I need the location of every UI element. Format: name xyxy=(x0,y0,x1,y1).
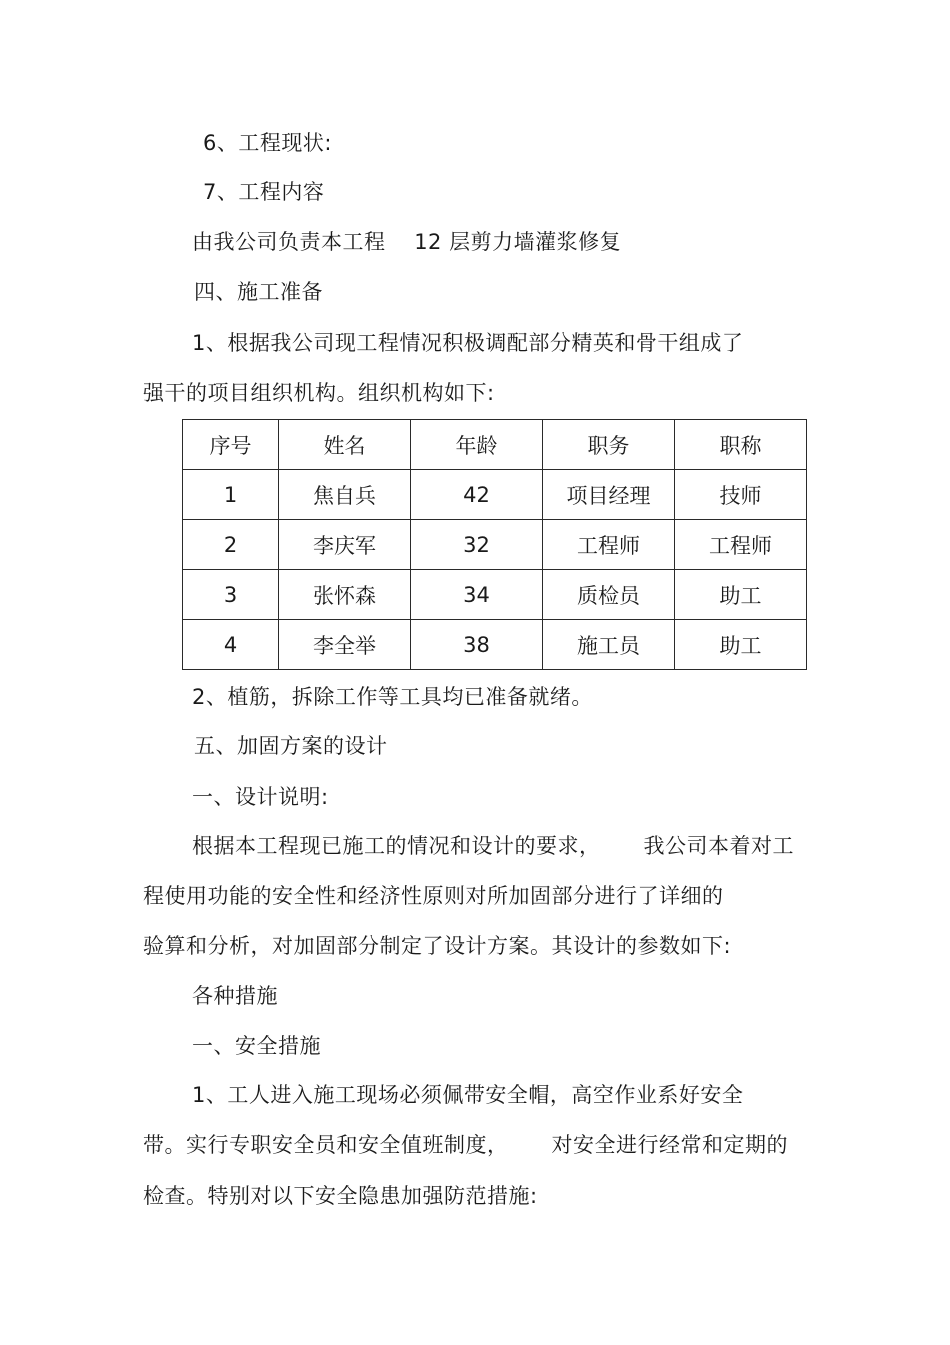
item-6-status: 6、工程现状: xyxy=(203,131,332,155)
prep-paragraph-line1: 1、根据我公司现工程情况积极调配部分精英和骨干组成了 xyxy=(192,331,744,355)
tools-ready-paragraph: 2、植筋，拆除工作等工具均已准备就绪。 xyxy=(192,685,593,709)
design-paragraph-line3: 验算和分析，对加固部分制定了设计方案。其设计的参数如下: xyxy=(143,934,732,958)
table-cell: 32 xyxy=(411,520,543,570)
table-cell: 工程师 xyxy=(675,520,807,570)
section-heading-4: 四、施工准备 xyxy=(194,280,323,304)
table-row xyxy=(183,570,807,620)
design-paragraph-line2: 程使用功能的安全性和经济性原则对所加固部分进行了详细的 xyxy=(143,884,724,908)
table-row xyxy=(183,520,807,570)
safety-paragraph-line1: 1、工人进入施工现场必须佩带安全帽，高空作业系好安全 xyxy=(192,1083,744,1107)
measures-heading: 各种措施 xyxy=(192,984,278,1008)
table-cell: 2 xyxy=(183,520,279,570)
table-row xyxy=(183,470,807,520)
table-cell: 项目经理 xyxy=(543,470,675,520)
table-cell: 施工员 xyxy=(543,620,675,670)
safety-paragraph-line2: 带。实行专职安全员和安全值班制度， 对安全进行经常和定期的 xyxy=(143,1133,789,1157)
header-cell-name: 姓名 xyxy=(279,420,411,470)
item-7-content: 7、工程内容 xyxy=(203,180,325,204)
section-heading-5: 五、加固方案的设计 xyxy=(194,734,388,758)
table-cell: 工程师 xyxy=(543,520,675,570)
table-cell: 质检员 xyxy=(543,570,675,620)
table-cell: 42 xyxy=(411,470,543,520)
safety-paragraph-line3: 检查。特别对以下安全隐患加强防范措施: xyxy=(143,1184,538,1208)
design-notes-heading: 一、设计说明: xyxy=(192,785,329,809)
table-cell: 张怀森 xyxy=(279,570,411,620)
table-cell: 技师 xyxy=(675,470,807,520)
safety-heading: 一、安全措施 xyxy=(192,1034,321,1058)
table-cell: 3 xyxy=(183,570,279,620)
header-cell-position: 职务 xyxy=(543,420,675,470)
table-cell: 38 xyxy=(411,620,543,670)
table-header-row xyxy=(183,420,807,470)
header-cell-index: 序号 xyxy=(183,420,279,470)
header-cell-age: 年龄 xyxy=(411,420,543,470)
table-row xyxy=(183,620,807,670)
design-paragraph-line1: 根据本工程现已施工的情况和设计的要求， 我公司本着对工 xyxy=(192,834,795,858)
table-cell: 助工 xyxy=(675,620,807,670)
table-cell: 李庆军 xyxy=(279,520,411,570)
table-cell: 助工 xyxy=(675,570,807,620)
table-cell: 1 xyxy=(183,470,279,520)
table-cell: 4 xyxy=(183,620,279,670)
table-cell: 焦自兵 xyxy=(279,470,411,520)
table-cell: 李全举 xyxy=(279,620,411,670)
prep-paragraph-line2: 强干的项目组织机构。组织机构如下: xyxy=(143,381,495,405)
header-cell-title: 职称 xyxy=(675,420,807,470)
content-paragraph: 由我公司负责本工程 12 层剪力墙灌浆修复 xyxy=(192,230,622,254)
table-cell: 34 xyxy=(411,570,543,620)
staff-table xyxy=(182,419,807,670)
